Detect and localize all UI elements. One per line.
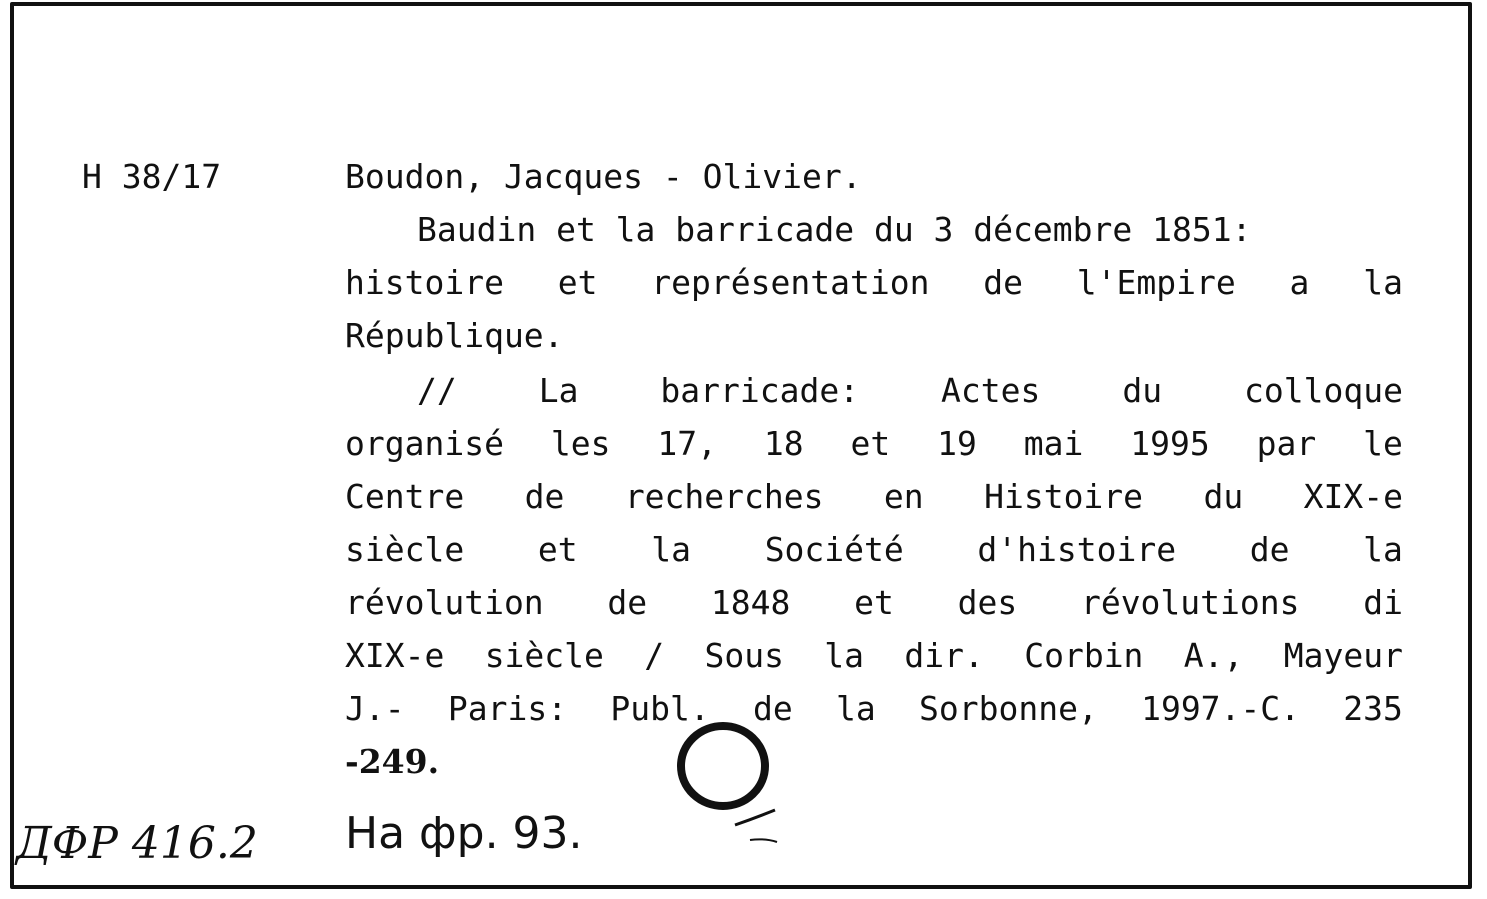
- description-word: la: [835, 689, 876, 728]
- description-word: et: [850, 424, 891, 463]
- description-word: colloque: [1244, 371, 1403, 410]
- description-line: [345, 530, 1403, 569]
- description-word: /: [644, 636, 665, 675]
- description-word: la: [824, 636, 865, 675]
- description-word: 1997.-C.: [1141, 689, 1301, 728]
- description-line: [345, 316, 1403, 355]
- description-word: J.-: [345, 689, 405, 728]
- description-word: 17,: [657, 424, 717, 463]
- description-word: siècle: [345, 530, 465, 569]
- description-line: [345, 689, 1403, 728]
- description-word: mai: [1023, 424, 1084, 463]
- description-word: République.: [345, 316, 564, 355]
- description-word: en: [883, 477, 924, 516]
- description-word: de: [1249, 530, 1290, 569]
- description-word: le: [1363, 424, 1403, 463]
- description-word: la: [1363, 530, 1403, 569]
- description-word: 1995: [1130, 424, 1210, 463]
- description-word: d'histoire: [977, 530, 1177, 569]
- description-word: de: [607, 583, 648, 622]
- description-word: l'Empire: [1076, 263, 1236, 302]
- description-word: Actes: [941, 371, 1041, 410]
- description-line: [345, 263, 1403, 302]
- description-line: [417, 371, 1403, 410]
- description-line: [345, 583, 1403, 622]
- description-word: et: [557, 263, 598, 302]
- description-word: recherches: [624, 477, 824, 516]
- handwritten-note: На фр. 93.: [345, 808, 583, 859]
- description-word: 18: [763, 424, 804, 463]
- circle-stamp-mark: [665, 710, 795, 850]
- description-word: organisé: [345, 424, 504, 463]
- description-word: et: [854, 583, 894, 622]
- description-word: //: [417, 371, 457, 410]
- description-word: Centre: [345, 477, 465, 516]
- description-word: des: [957, 583, 1018, 622]
- description-word: di: [1363, 583, 1403, 622]
- call-number: H 38/17: [82, 157, 222, 196]
- description-word: a: [1289, 263, 1310, 302]
- description-word: Société: [764, 530, 904, 569]
- description-word: -249.: [345, 742, 440, 781]
- description-word: siècle: [484, 636, 604, 675]
- description-line: [417, 210, 1403, 249]
- description-word: Corbin: [1024, 636, 1144, 675]
- description-word: XIX-e: [1303, 477, 1403, 516]
- author-line: Boudon, Jacques - Olivier.: [345, 157, 862, 196]
- description-word: Sorbonne,: [919, 689, 1098, 728]
- description-word: la: [651, 530, 692, 569]
- description-word: représentation: [651, 263, 930, 302]
- description-word: de: [524, 477, 565, 516]
- description-line: [345, 636, 1403, 675]
- description-line: [345, 424, 1403, 463]
- description-word: de: [983, 263, 1023, 302]
- description-word: histoire: [345, 263, 504, 302]
- description-word: La: [538, 371, 579, 410]
- handwritten-shelf-mark: ДФР 416.2: [16, 818, 258, 869]
- description-word: 1848: [710, 583, 791, 622]
- description-word: du: [1122, 371, 1163, 410]
- description-word: 235: [1343, 689, 1403, 728]
- description-word: les: [550, 424, 611, 463]
- description-word: dir.: [904, 636, 984, 675]
- description-word: Histoire: [984, 477, 1144, 516]
- description-line: [345, 477, 1403, 516]
- description-word: barricade:: [660, 371, 860, 410]
- description-word: et: [537, 530, 578, 569]
- description-word: Mayeur: [1283, 636, 1403, 675]
- description-line: [345, 742, 1403, 781]
- description-word: Paris:: [447, 689, 568, 728]
- description-word: 19: [937, 424, 977, 463]
- description-word: Baudin et la barricade du 3 décembre 1851:: [417, 210, 1252, 249]
- description-word: Publ.: [610, 689, 710, 728]
- description-word: Sous: [704, 636, 784, 675]
- description-word: la: [1363, 263, 1403, 302]
- description-word: A.,: [1183, 636, 1244, 675]
- description-word: XIX-e: [345, 636, 445, 675]
- description-word: de: [752, 689, 793, 728]
- description-word: révolution: [345, 583, 544, 622]
- description-word: révolutions: [1080, 583, 1300, 622]
- description-word: du: [1203, 477, 1244, 516]
- description-word: par: [1256, 424, 1317, 463]
